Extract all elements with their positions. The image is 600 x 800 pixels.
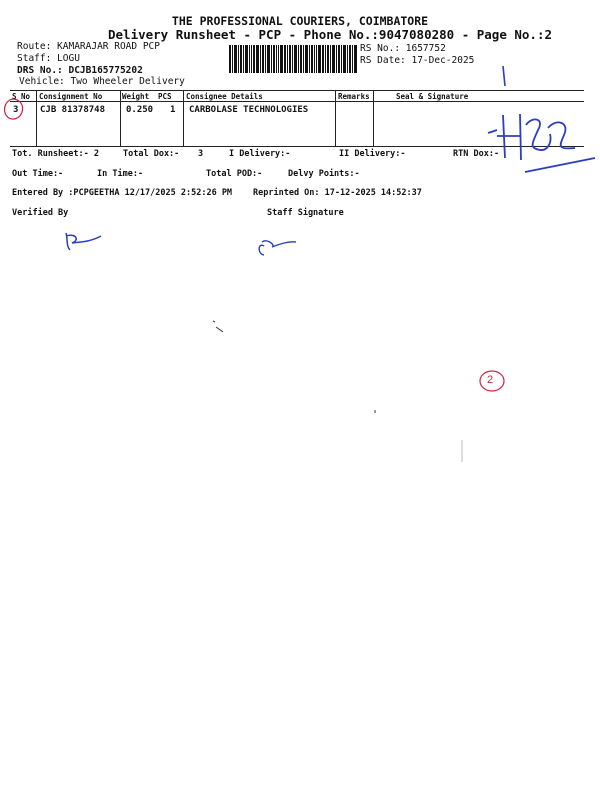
drs-number: DRS No.: DCJB165775202	[17, 65, 143, 76]
column-header: Seal & Signature	[396, 92, 469, 101]
tot-runsheet: Tot. Runsheet:- 2	[12, 149, 99, 159]
i-delivery: I Delivery:-	[229, 149, 291, 159]
delvy-points: Delvy Points:-	[288, 169, 360, 179]
cell-pcs: 1	[170, 105, 176, 115]
column-header: PCS	[158, 92, 172, 101]
rs-date: RS Date: 17-Dec-2025	[360, 55, 475, 66]
staff-signature-label: Staff Signature	[267, 208, 344, 218]
staff-initial-mark	[259, 241, 296, 255]
entered-by: Entered By :PCPGEETHA 12/17/2025 2:52:26 PM	[12, 188, 233, 198]
vehicle-label: Vehicle: Two Wheeler Delivery	[19, 76, 185, 87]
rs-number: RS No.: 1657752	[360, 43, 446, 54]
handwritten-two: 2	[487, 374, 494, 386]
cell-sno: 3	[13, 105, 19, 115]
column-header: Remarks	[338, 92, 370, 101]
in-time: In Time:-	[97, 169, 144, 179]
total-dox-value: 3	[198, 149, 204, 159]
barcode-image	[229, 45, 357, 73]
route-label: Route: KAMARAJAR ROAD PCP	[17, 41, 160, 52]
staff-label: Staff: LOGU	[17, 53, 80, 64]
signature-scribble	[488, 114, 595, 172]
total-dox-label: Total Dox:-	[123, 149, 180, 159]
total-pod: Total POD:-	[206, 169, 263, 179]
cell-weight: 0.250	[126, 105, 154, 115]
column-header: Weight	[122, 92, 150, 101]
ii-delivery: II Delivery:-	[339, 149, 406, 159]
verified-initial-mark	[66, 233, 101, 250]
column-header: S No	[12, 92, 31, 101]
column-header: Consignment No	[39, 92, 103, 101]
company-title: THE PROFESSIONAL COURIERS, COIMBATORE	[171, 14, 429, 28]
verified-by-label: Verified By	[12, 208, 69, 218]
out-time: Out Time:-	[12, 169, 64, 179]
reprinted-on: Reprinted On: 17-12-2025 14:52:37	[253, 188, 422, 198]
cell-consignee: CARBOLASE TECHNOLOGIES	[189, 105, 309, 115]
rtn-dox: RTN Dox:-	[453, 149, 500, 159]
column-header: Consignee Details	[186, 92, 263, 101]
cell-consignment: CJB 81378748	[40, 105, 106, 115]
runsheet-title: Delivery Runsheet - PCP - Phone No.:9047080280 - Page No.:2	[108, 27, 553, 42]
handwritten-one	[503, 66, 505, 86]
stray-mark	[213, 321, 223, 332]
